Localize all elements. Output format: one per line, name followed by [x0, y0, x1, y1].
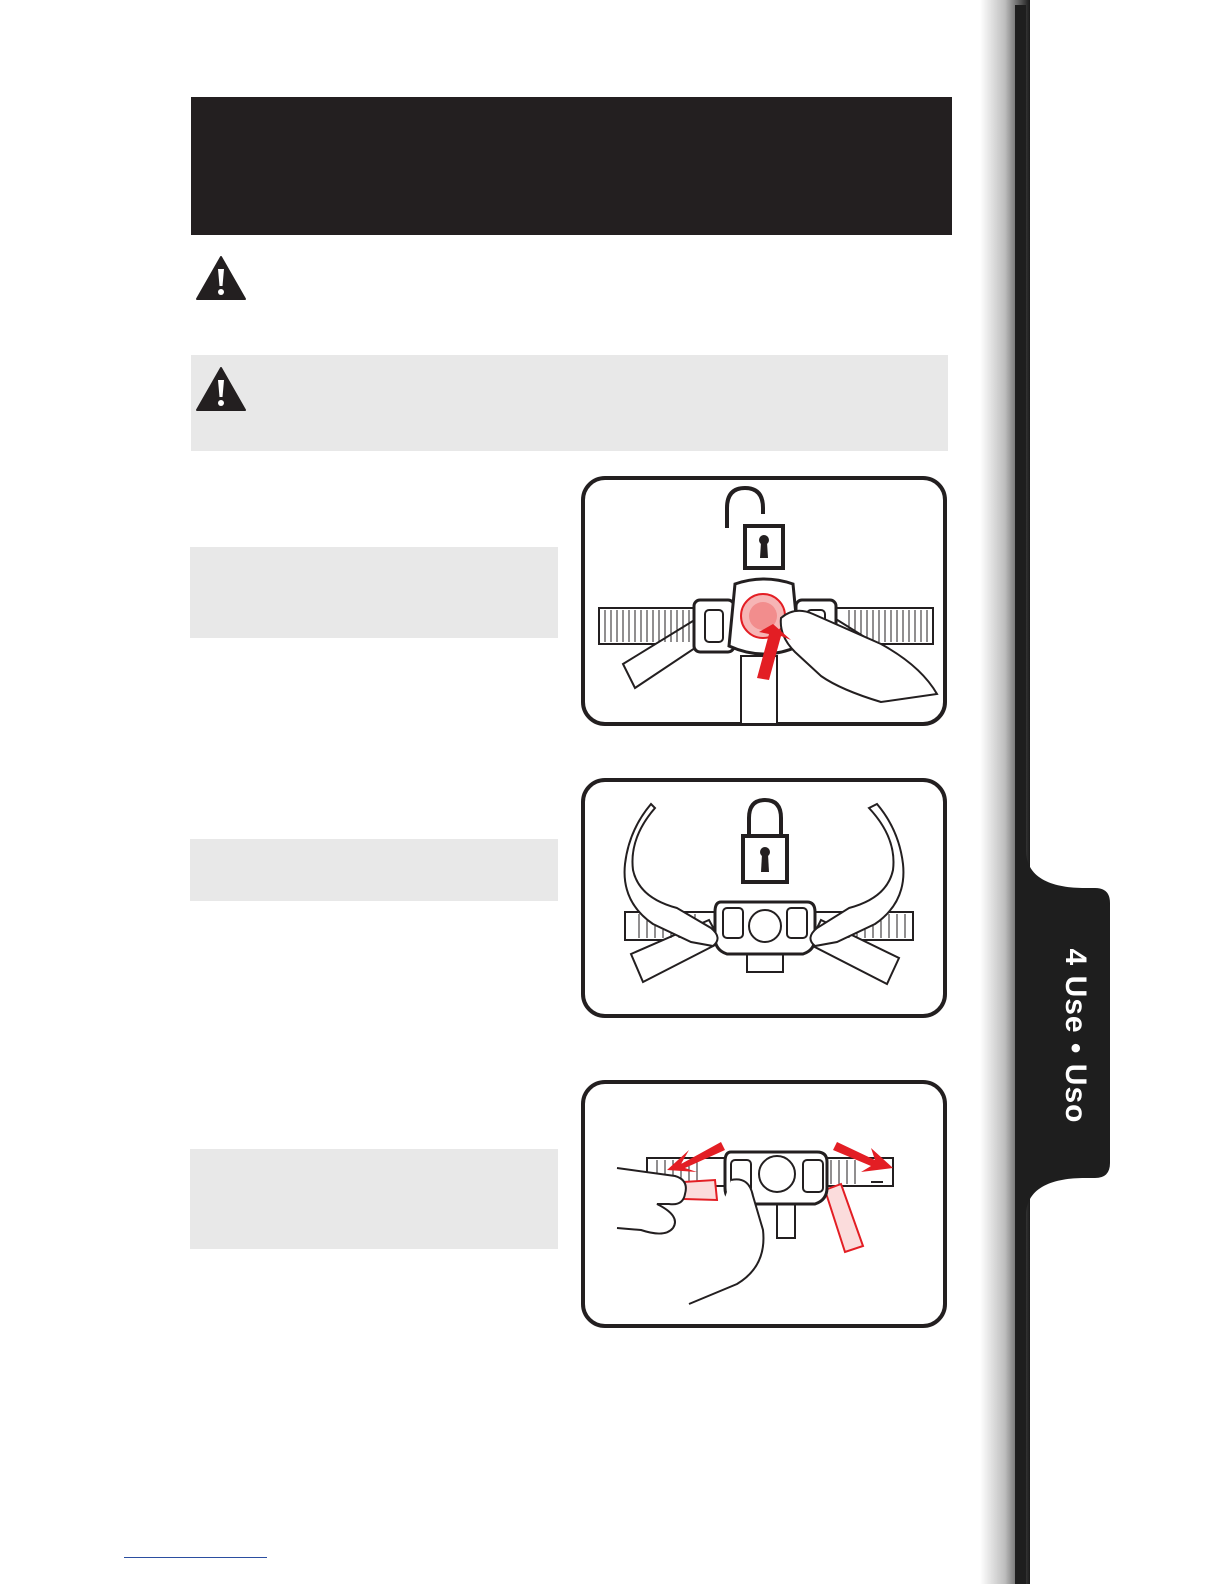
step-3-callout	[190, 1149, 558, 1249]
title-bar	[191, 97, 952, 235]
step-2-callout	[190, 839, 558, 901]
section-tab	[1015, 0, 1115, 1584]
side-tab-label: 4 Use • Uso	[1059, 948, 1092, 1124]
illustration-unbuckle	[581, 476, 947, 726]
footer-link-underline	[124, 1557, 267, 1558]
warning-triangle-icon	[195, 255, 247, 301]
illustration-buckle	[581, 778, 947, 1018]
warning-triangle-icon	[195, 366, 247, 412]
step-1-callout	[190, 547, 558, 638]
warning-callout	[191, 355, 948, 451]
illustration-tighten	[581, 1080, 947, 1328]
